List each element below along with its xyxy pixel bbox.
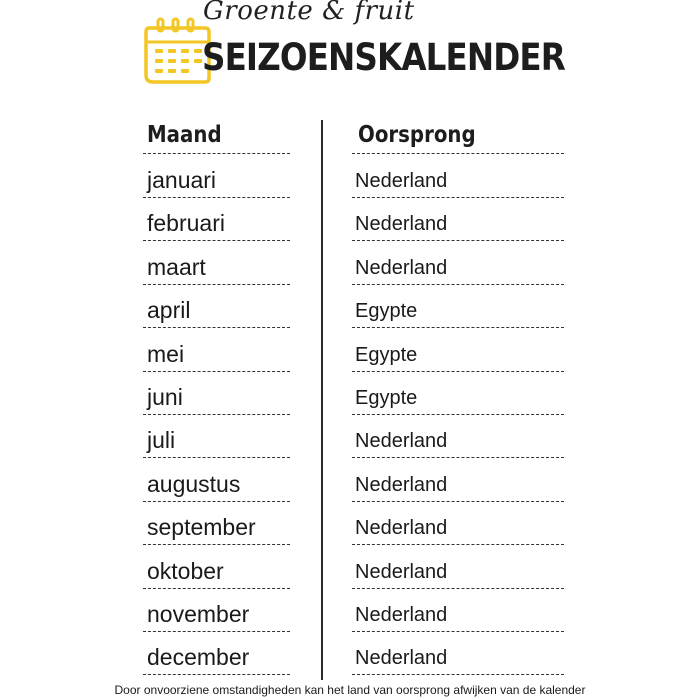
row-divider [143, 414, 290, 415]
page-title: SEIZOENSKALENDER [202, 36, 565, 79]
row-divider [143, 544, 290, 545]
month-cell: april [147, 297, 191, 324]
row-divider [143, 284, 290, 285]
origin-cell: Egypte [355, 343, 418, 366]
row-divider [143, 153, 290, 154]
origin-cell: Egypte [355, 387, 418, 409]
month-cell: mei [147, 340, 185, 367]
row-divider [143, 588, 290, 589]
subtitle: Groente & fruit [203, 0, 415, 26]
month-cell: augustus [147, 470, 241, 497]
row-divider [352, 240, 564, 241]
row-divider [352, 588, 564, 589]
origin-cell: Nederland [355, 604, 448, 626]
month-cell: september [147, 514, 256, 541]
row-divider [143, 501, 290, 502]
origin-cell: Nederland [355, 473, 448, 496]
row-divider [143, 240, 290, 241]
row-divider [352, 631, 564, 632]
row-divider [352, 327, 564, 328]
month-cell: februari [147, 210, 225, 237]
month-cell: november [147, 601, 250, 627]
row-divider [352, 414, 564, 415]
row-divider [143, 197, 290, 198]
header [0, 0, 700, 100]
origin-cell: Nederland [355, 213, 448, 236]
origin-cell: Nederland [355, 256, 448, 279]
origin-cell: Egypte [355, 300, 418, 323]
row-divider [143, 327, 290, 328]
month-cell: juni [147, 384, 183, 410]
footnote: Door onvoorziene omstandigheden kan het land van oorsprong afwijken van de kalender [114, 683, 586, 697]
row-divider [352, 674, 564, 675]
month-cell: december [147, 644, 250, 671]
origin-cell: Nederland [355, 517, 448, 540]
row-divider [143, 631, 290, 632]
origin-cell: Nederland [355, 430, 448, 453]
origin-cell: Nederland [355, 647, 448, 670]
row-divider [352, 501, 564, 502]
origin-cell: Nederland [355, 170, 448, 192]
row-divider [143, 674, 290, 675]
column-divider [321, 120, 323, 680]
row-divider [352, 197, 564, 198]
row-divider [143, 371, 290, 372]
header-month: Maand [147, 122, 222, 148]
row-divider [143, 457, 290, 458]
month-cell: oktober [147, 557, 224, 584]
row-divider [352, 457, 564, 458]
row-divider [352, 371, 564, 372]
row-divider [352, 544, 564, 545]
row-divider [352, 284, 564, 285]
header-origin: Oorsprong [358, 122, 476, 148]
month-cell: januari [147, 167, 217, 193]
row-divider [352, 153, 564, 154]
month-cell: juli [147, 427, 176, 454]
month-cell: maart [147, 253, 206, 280]
origin-cell: Nederland [355, 560, 448, 583]
